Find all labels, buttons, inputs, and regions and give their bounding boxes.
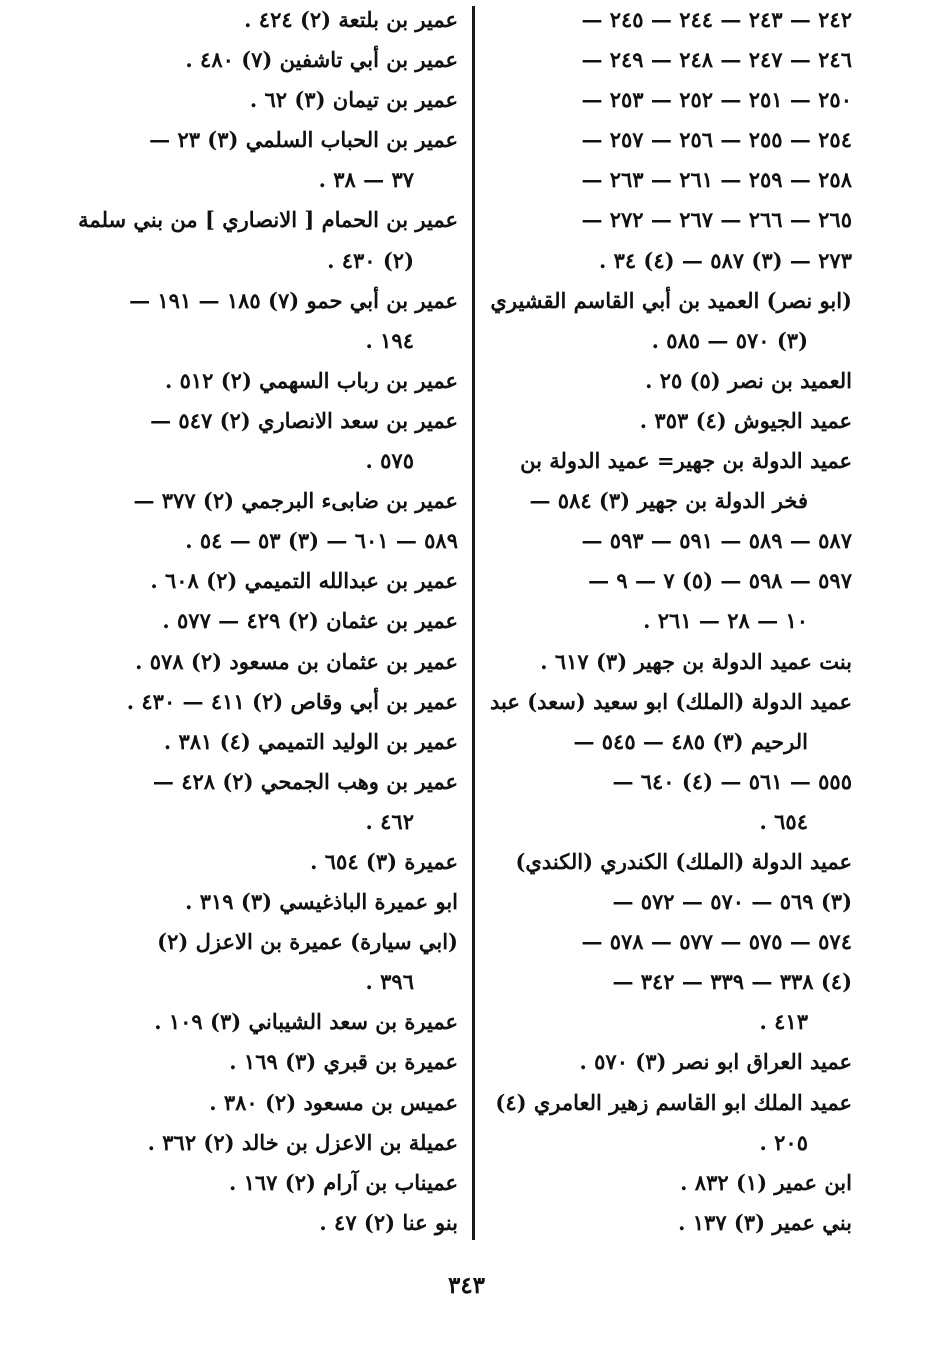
index-line: عمير بن أبي حمو (٧) ١٨٥ — ١٩١ —	[129, 287, 458, 313]
index-line: عميرة (٣) ٦٥٤ .	[310, 848, 458, 874]
index-line: ٣٩٦ .	[365, 969, 414, 995]
index-line: عميد الجيوش (٤) ٣٥٣ .	[639, 407, 852, 433]
index-line: بنت عميد الدولة بن جهير (٣) ٦١٧ .	[540, 648, 852, 674]
left-column	[78, 0, 458, 1243]
index-line: عميناب بن آرام (٢) ١٦٧ .	[228, 1169, 458, 1195]
index-line: عميرة بن قبري (٣) ١٦٩ .	[229, 1049, 458, 1075]
index-line: عميد الدولة (الملك) ابو سعيد (سعد) عبد	[490, 688, 852, 714]
index-line: (٣) ٥٦٩ — ٥٧٠ — ٥٧٢ —	[612, 889, 852, 915]
index-line: ٢٤٢ — ٢٤٣ — ٢٤٤ — ٢٤٥ —	[581, 7, 852, 32]
index-line: (٤) ٣٣٨ — ٣٣٩ — ٣٤٢ —	[612, 969, 852, 995]
index-line: ٥٧٤ — ٥٧٥ — ٥٧٧ — ٥٧٨ —	[581, 929, 852, 955]
index-line: ٢٥٤ — ٢٥٥ — ٢٥٦ — ٢٥٧ —	[581, 127, 852, 153]
index-line: عمير بن عبدالله التميمي (٢) ٦٠٨ .	[150, 568, 458, 594]
index-line: عمير بن بلتعة (٢) ٤٢٤ .	[244, 7, 458, 32]
index-line: عمير بن الحمام [ الانصاري ] من بني سلمة	[78, 207, 458, 233]
index-line: ٢٥٠ — ٢٥١ — ٢٥٢ — ٢٥٣ —	[581, 87, 852, 113]
column-divider	[472, 6, 475, 1240]
index-line: ٥٥٥ — ٥٦١ — (٤) ٦٤٠ —	[612, 768, 852, 794]
index-line: عمير بن الوليد التميمي (٤) ٣٨١ .	[163, 728, 458, 754]
index-line: العميد بن نصر (٥) ٢٥ .	[645, 367, 852, 393]
index-line: بني عمير (٣) ١٣٧ .	[678, 1209, 852, 1235]
index-line: فخر الدولة بن جهير (٣) ٥٨٤ —	[529, 488, 808, 514]
index-line: (٢) ٤٣٠ .	[327, 247, 414, 273]
index-line: عمير بن أبي تاشفين (٧) ٤٨٠ .	[185, 47, 458, 73]
index-line: ٢٤٦ — ٢٤٧ — ٢٤٨ — ٢٤٩ —	[581, 47, 852, 73]
index-line: ٥٨٧ — ٥٨٩ — ٥٩١ — ٥٩٣ —	[581, 528, 852, 554]
index-line: ٢٥٨ — ٢٥٩ — ٢٦١ — ٢٦٣ —	[581, 167, 852, 193]
index-line: عمير بن تيمان (٣) ٦٢ .	[249, 87, 458, 113]
index-line: عميس بن مسعود (٢) ٣٨٠ .	[209, 1089, 458, 1115]
index-line: عمير بن ضابىء البرجمي (٢) ٣٧٧ —	[133, 488, 458, 514]
index-line: عميد الملك ابو القاسم زهير العامري (٤)	[495, 1089, 852, 1115]
index-line: (ابي سيارة) عميرة بن الاعزل (٢)	[157, 929, 458, 955]
index-line: ٣٧ — ٣٨ .	[318, 167, 414, 193]
index-line: عميلة بن الاعزل بن خالد (٢) ٣٦٢ .	[147, 1129, 458, 1155]
index-line: ٥٩٧ — ٥٩٨ — (٥) ٧ — ٩ —	[588, 568, 852, 594]
index-line: ابو عميرة الباذغيسي (٣) ٣١٩ .	[185, 889, 458, 915]
page-number: ٣٤٣	[447, 1272, 486, 1299]
index-line: عميد الدولة (الملك) الكندري (الكندي)	[515, 848, 852, 874]
index-line: عمير بن عثمان (٢) ٤٢٩ — ٥٧٧ .	[162, 608, 458, 634]
index-line: الرحيم (٣) ٤٨٥ — ٥٤٥ —	[573, 728, 808, 754]
index-line: عميرة بن سعد الشيباني (٣) ١٠٩ .	[154, 1009, 458, 1035]
index-line: عميد الدولة بن جهير= عميد الدولة بن	[520, 448, 852, 474]
index-line: ٤١٣ .	[759, 1009, 808, 1035]
index-line: ٥٨٩ — ٦٠١ — (٣) ٥٣ — ٥٤ .	[185, 528, 458, 554]
index-line: عمير بن وهب الجمحي (٢) ٤٢٨ —	[152, 768, 458, 794]
index-line: ٢٧٣ — (٣) ٥٨٧ — (٤) ٣٤ .	[598, 247, 852, 273]
index-line: (٣) ٥٧٠ — ٥٨٥ .	[651, 327, 808, 353]
index-line: عمير بن عثمان بن مسعود (٢) ٥٧٨ .	[135, 648, 458, 674]
index-line: ٢٠٥ .	[759, 1129, 808, 1155]
index-line: ١٩٤ .	[365, 327, 414, 353]
index-line: عمير بن سعد الانصاري (٢) ٥٤٧ —	[150, 407, 458, 433]
index-line: ٢٦٥ — ٢٦٦ — ٢٦٧ — ٢٧٢ —	[581, 207, 852, 233]
index-line: ٤٦٢ .	[365, 808, 414, 834]
index-line: عمير بن الحباب السلمي (٣) ٢٣ —	[149, 127, 458, 153]
index-line: عمير بن أبي وقاص (٢) ٤١١ — ٤٣٠ .	[126, 688, 458, 714]
index-line: عمير بن رباب السهمي (٢) ٥١٢ .	[164, 367, 458, 393]
index-line: بنو عنا (٢) ٤٧ .	[319, 1209, 458, 1235]
index-line: ٦٥٤ .	[759, 808, 808, 834]
index-line: (ابو نصر) العميد بن أبي القاسم القشيري	[490, 287, 852, 313]
index-line: ابن عمير (١) ٨٣٢ .	[680, 1169, 852, 1195]
index-line: ٥٧٥ .	[365, 448, 414, 474]
right-column	[490, 0, 852, 1243]
index-line: ١٠ — ٢٨ — ٢٦١ .	[643, 608, 808, 634]
index-line: عميد العراق ابو نصر (٣) ٥٧٠ .	[579, 1049, 852, 1075]
